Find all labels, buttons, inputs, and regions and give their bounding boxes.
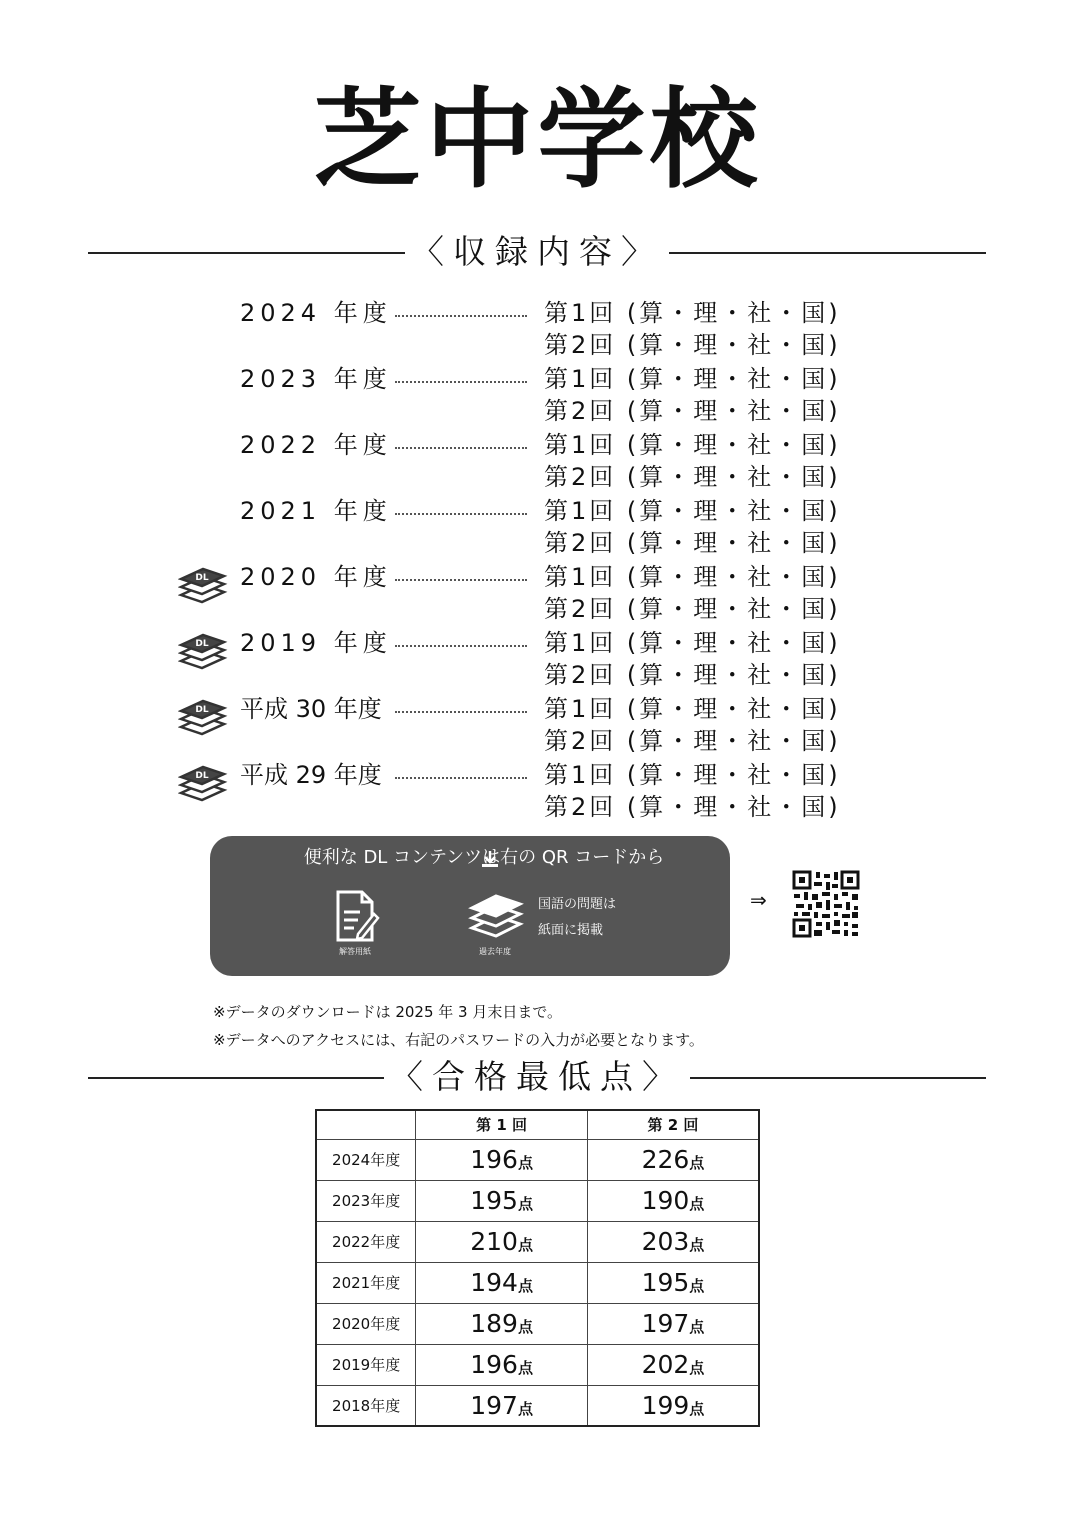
contents-round: 第1回 (算・理・社・国) <box>544 761 841 789</box>
table-row <box>316 1221 759 1262</box>
contents-row <box>0 759 1075 825</box>
page-title: 芝中学校 <box>313 78 762 203</box>
contents-heading-label: 〈収録内容〉 <box>405 232 669 272</box>
score-cell: 197点 <box>587 1303 759 1344</box>
contents-row <box>0 297 1075 363</box>
answer-sheet-label: 解答用紙 <box>339 947 371 956</box>
table-header-row <box>316 1110 759 1139</box>
contents-round: 第1回 (算・理・社・国) <box>544 629 841 657</box>
column-header: 第 1 回 <box>416 1110 588 1139</box>
past-years-label: 過去年度 <box>479 947 511 956</box>
year-cell: 2022年度 <box>316 1221 416 1262</box>
contents-year: 2020 年度 <box>240 563 392 591</box>
score-cell: 202点 <box>587 1344 759 1385</box>
dl-books-icon <box>178 631 228 671</box>
contents-year: 2022 年度 <box>240 431 392 459</box>
contents-row <box>0 429 1075 495</box>
contents-list <box>0 297 1075 825</box>
contents-round: 第1回 (算・理・社・国) <box>544 431 841 459</box>
answer-sheet-icon <box>330 888 380 944</box>
table-row <box>316 1385 759 1426</box>
score-cell: 190点 <box>587 1180 759 1221</box>
dot-leader <box>395 777 527 779</box>
year-cell: 2023年度 <box>316 1180 416 1221</box>
year-cell: 2024年度 <box>316 1139 416 1180</box>
svg-text:DL: DL <box>195 705 209 715</box>
note-line: ※データのダウンロードは 2025 年 3 月末日まで。 <box>213 1003 563 1021</box>
contents-round: 第2回 (算・理・社・国) <box>544 331 841 359</box>
scores-heading-label: 〈合格最低点〉 <box>384 1057 690 1097</box>
year-cell: 2019年度 <box>316 1344 416 1385</box>
contents-round: 第1回 (算・理・社・国) <box>544 695 841 723</box>
score-cell: 189点 <box>416 1303 588 1344</box>
year-cell: 2018年度 <box>316 1385 416 1426</box>
contents-round: 第1回 (算・理・社・国) <box>544 563 841 591</box>
dot-leader <box>395 315 527 317</box>
dot-leader <box>395 579 527 581</box>
contents-row <box>0 627 1075 693</box>
score-cell: 226点 <box>587 1139 759 1180</box>
scores-heading <box>88 1057 986 1097</box>
contents-year: 平成 29 年度 <box>240 761 382 789</box>
score-cell: 203点 <box>587 1221 759 1262</box>
dl-box-note: 国語の問題は 紙面に掲載 <box>538 897 617 938</box>
contents-row <box>0 363 1075 429</box>
contents-heading <box>88 232 986 272</box>
passing-score-table <box>315 1109 760 1427</box>
dl-box-header: 便利な DL コンテンツは右の QR コードから <box>303 847 665 868</box>
contents-round: 第2回 (算・理・社・国) <box>544 397 841 425</box>
table-row <box>316 1262 759 1303</box>
dot-leader <box>395 645 527 647</box>
dot-leader <box>395 711 527 713</box>
column-header <box>316 1110 416 1139</box>
table-row <box>316 1303 759 1344</box>
svg-text:DL: DL <box>195 639 209 649</box>
contents-round: 第1回 (算・理・社・国) <box>544 299 841 327</box>
dot-leader <box>395 513 527 515</box>
contents-row <box>0 693 1075 759</box>
contents-round: 第2回 (算・理・社・国) <box>544 793 841 821</box>
notes <box>213 998 704 1054</box>
contents-row <box>0 495 1075 561</box>
dl-books-icon <box>178 697 228 737</box>
contents-row <box>0 561 1075 627</box>
score-cell: 195点 <box>416 1180 588 1221</box>
contents-round: 第2回 (算・理・社・国) <box>544 463 841 491</box>
contents-round: 第2回 (算・理・社・国) <box>544 727 841 755</box>
contents-round: 第2回 (算・理・社・国) <box>544 595 841 623</box>
score-cell: 196点 <box>416 1344 588 1385</box>
contents-year: 2019 年度 <box>240 629 392 657</box>
svg-text:DL: DL <box>195 573 209 583</box>
year-cell: 2020年度 <box>316 1303 416 1344</box>
score-cell: 195点 <box>587 1262 759 1303</box>
column-header: 第 2 回 <box>587 1110 759 1139</box>
table-row <box>316 1139 759 1180</box>
contents-round: 第2回 (算・理・社・国) <box>544 661 841 689</box>
score-cell: 210点 <box>416 1221 588 1262</box>
score-cell: 197点 <box>416 1385 588 1426</box>
contents-year: 2021 年度 <box>240 497 392 525</box>
arrow-icon: ⇒ <box>750 888 767 912</box>
table-row <box>316 1180 759 1221</box>
contents-round: 第2回 (算・理・社・国) <box>544 529 841 557</box>
contents-year: 平成 30 年度 <box>240 695 382 723</box>
contents-round: 第1回 (算・理・社・国) <box>544 365 841 393</box>
dot-leader <box>395 447 527 449</box>
books-icon <box>468 888 524 940</box>
dl-books-icon <box>178 565 228 605</box>
year-cell: 2021年度 <box>316 1262 416 1303</box>
dl-content-box <box>210 836 730 976</box>
contents-year: 2024 年度 <box>240 299 392 327</box>
score-cell: 194点 <box>416 1262 588 1303</box>
score-cell: 196点 <box>416 1139 588 1180</box>
score-cell: 199点 <box>587 1385 759 1426</box>
svg-text:DL: DL <box>195 771 209 781</box>
note-line: ※データへのアクセスには、右記のパスワードの入力が必要となります。 <box>213 1031 704 1049</box>
contents-year: 2023 年度 <box>240 365 392 393</box>
table-row <box>316 1344 759 1385</box>
contents-round: 第1回 (算・理・社・国) <box>544 497 841 525</box>
qr-code[interactable] <box>792 870 860 938</box>
dl-books-icon <box>178 763 228 803</box>
dot-leader <box>395 381 527 383</box>
